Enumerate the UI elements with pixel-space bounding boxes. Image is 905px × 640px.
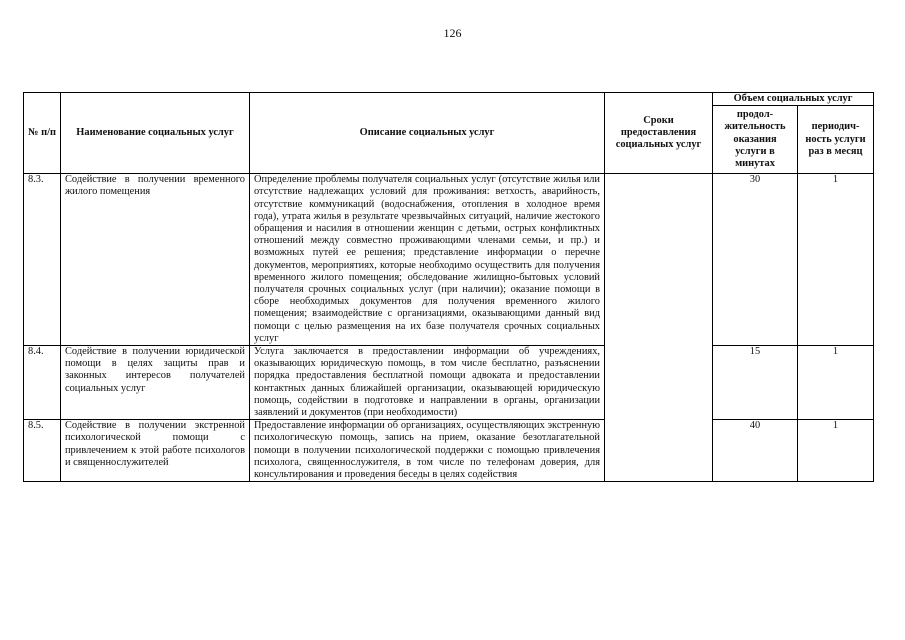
- service-description: Определение проблемы получателя социальных услуг (отсутствие жилья или отсутствие надлежащих условий для проживания: ветхость, аварийность, отсутствие коммуникаций (водоснабжения, отопления в холодное время года), утрата жилья в результате чрезвычайных ситуаций, наличие жестокого обращения и насилия в отношении женщин с детьми, острых конфликтных отношений между совместно проживающими членами семьи, и пр.) и возможных путей ее решения; представление информации о перечне документов, мероприятиях, которые необходимо осуществить для получения временного жилого помещения; обследование жилищно-бытовых условий получателя срочных социальных услуг (при наличии); оказание помощи в сборе необходимых документов для получения временного жилого помещения; взаимодействие с организациями, оказывающими данный вид помощи с целью размещения на их базе получателя срочных социальных услуг: [250, 174, 605, 346]
- service-description: Предоставление информации об организациях, осуществляющих экстренную психологическую помощь, запись на прием, оказание безотлагательной помощи в получении психологической поддержки с помощью привлечения психолога, священнослужителя, в том числе по телефонам доверия, для консультирования и проведения беседы в целях содействия: [250, 420, 605, 482]
- header-num: № п/п: [24, 93, 61, 174]
- service-periodicity: 1: [798, 420, 874, 482]
- table-row: [24, 346, 874, 420]
- service-duration: 30: [713, 174, 798, 346]
- service-duration: 40: [713, 420, 798, 482]
- service-periodicity: 1: [798, 346, 874, 420]
- service-terms: [605, 174, 713, 482]
- service-duration: 15: [713, 346, 798, 420]
- service-name: Содействие в получении временного жилого помещения: [61, 174, 250, 346]
- services-table: [23, 92, 874, 482]
- table-row: [24, 420, 874, 482]
- header-duration: продол-жительность оказания услуги в минутах: [713, 106, 798, 174]
- service-periodicity: 1: [798, 174, 874, 346]
- service-name: Содействие в получении экстренной психологической помощи с привлечением к этой работе психологов и священнослужителей: [61, 420, 250, 482]
- header-name: Наименование социальных услуг: [61, 93, 250, 174]
- page-number: 126: [443, 26, 462, 40]
- header-terms: Сроки предоставления социальных услуг: [605, 93, 713, 174]
- row-number: 8.3.: [24, 174, 61, 346]
- service-description: Услуга заключается в предоставлении информации об учреждениях, оказывающих юридическую помощь, в том числе бесплатно, разъяснении порядка предоставления бесплатной помощи адвоката и предоставлении контактных данных ближайшей организации, оказывающей юридическую помощь, содействии в подготовке и направлении в органы, организации заявлений и документов (при необходимости): [250, 346, 605, 420]
- service-name: Содействие в получении юридической помощи в целях защиты прав и законных интересов получателей социальных услуг: [61, 346, 250, 420]
- row-number: 8.5.: [24, 420, 61, 482]
- row-number: 8.4.: [24, 346, 61, 420]
- header-periodicity: периодич-ность услуги раз в месяц: [798, 106, 874, 174]
- table-row: [24, 174, 874, 346]
- header-volume-group: Объем социальных услуг: [713, 93, 874, 106]
- header-description: Описание социальных услуг: [250, 93, 605, 174]
